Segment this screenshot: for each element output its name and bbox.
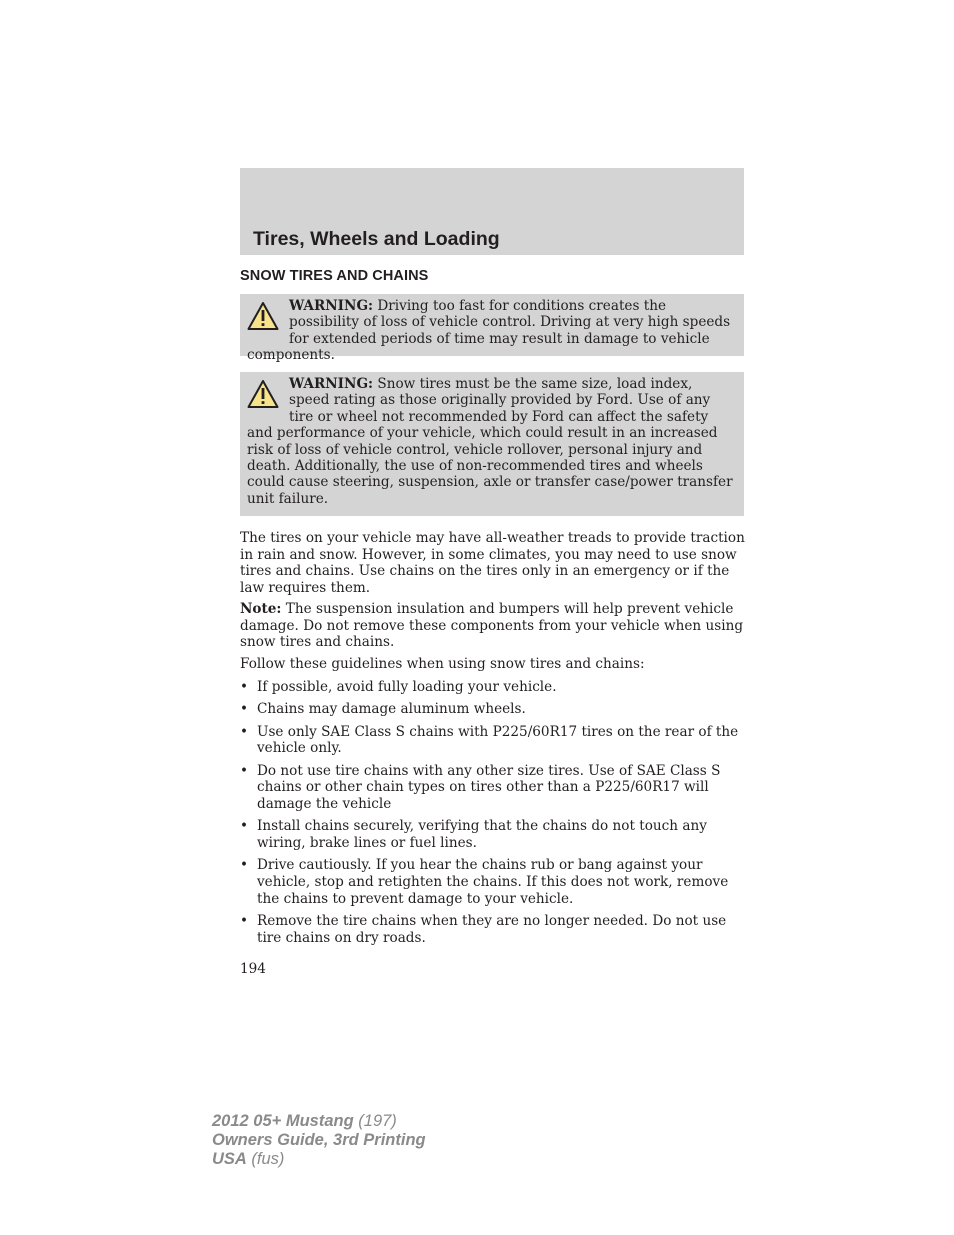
warning-label: WARNING:: [289, 376, 374, 392]
warning-box-speed: [240, 294, 744, 364]
note-text: The suspension insulation and bumpers will help prevent vehicle damage. Do not remove these components from your vehicle when using snow tires and chains.: [240, 601, 744, 651]
list-item: • Install chains securely, verifying that the chains do not touch any wiring, brake lines or fuel lines.: [240, 818, 746, 851]
list-item: • Drive cautiously. If you hear the chains rub or bang against your vehicle, stop and retighten the chains. If this does not work, remove the chains to prevent damage to your vehicle.: [240, 857, 746, 907]
footer-line-guide: [212, 1131, 426, 1150]
guidelines-list: [240, 679, 746, 952]
footer-line-region: [212, 1150, 426, 1169]
warning-text: Snow tires must be the same size, load index, speed rating as those originally provided by Ford. Use of any tire or wheel not recommended by Ford can affect the safety and performance of your vehicle, which could result in an increased risk of loss of vehicle control, vehicle rollover, personal injury and death. Additionally, the use of non-recommended tires and wheels could cause steering, suspension, axle or transfer case/power transfer unit failure.: [247, 376, 733, 507]
footer-guide: Owners Guide, 3rd Printing: [212, 1131, 426, 1149]
list-item: • Chains may damage aluminum wheels.: [240, 701, 746, 718]
list-item: • Do not use tire chains with any other size tires. Use of SAE Class S chains or other chain types on tires other than a P225/60R17 will damage the vehicle: [240, 763, 746, 813]
chapter-title: Tires, Wheels and Loading: [253, 228, 500, 250]
document-footer: [212, 1112, 426, 1169]
page-number: 194: [240, 961, 266, 977]
paragraph-traction: The tires on your vehicle may have all-weather treads to provide traction in rain and snow. However, in some climates, you may need to use snow tires and chains. Use chains on the tires only in an emergency or if the law requires them.: [240, 530, 745, 596]
section-heading: SNOW TIRES AND CHAINS: [240, 268, 429, 284]
warning-label: WARNING:: [289, 298, 374, 314]
footer-model: 2012 05+ Mustang: [212, 1112, 354, 1130]
footer-region-code: (fus): [246, 1150, 285, 1168]
list-item: • Use only SAE Class S chains with P225/60R17 tires on the rear of the vehicle only.: [240, 724, 746, 757]
paragraph-guidelines-intro: Follow these guidelines when using snow tires and chains:: [240, 656, 645, 672]
warning-box-snow-tires: [240, 372, 744, 516]
note-paragraph: [240, 601, 746, 651]
warning-text: Driving too fast for conditions creates the possibility of loss of vehicle control. Driving at very high speeds for extended periods of time may result in damage to vehicle components.: [247, 298, 731, 364]
footer-model-code: (197): [353, 1112, 397, 1130]
footer-line-model: [212, 1112, 426, 1131]
footer-region: USA: [212, 1150, 247, 1168]
list-item: • Remove the tire chains when they are no longer needed. Do not use tire chains on dry roads.: [240, 913, 746, 946]
chapter-header-band: [240, 168, 744, 255]
list-item: • If possible, avoid fully loading your vehicle.: [240, 679, 746, 696]
warning-triangle-icon: [247, 301, 279, 331]
warning-triangle-icon: [247, 379, 279, 409]
note-label: Note:: [240, 601, 282, 617]
